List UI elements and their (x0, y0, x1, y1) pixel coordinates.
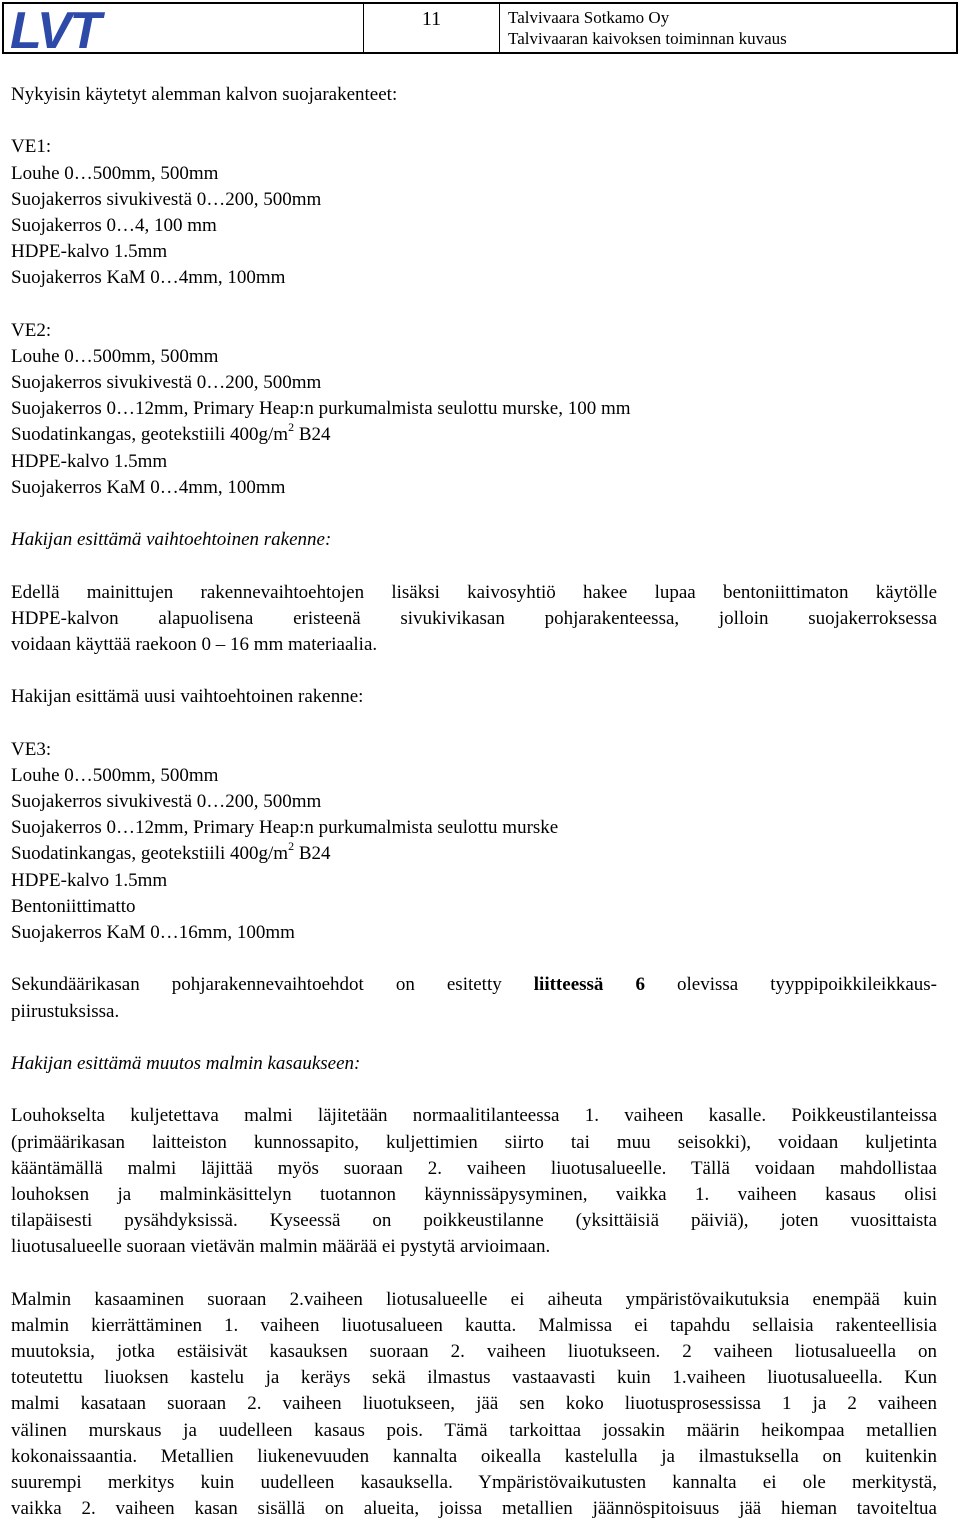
ve1-line: HDPE-kalvo 1.5mm (11, 241, 168, 263)
document-title: Talvivaaran kaivoksen toiminnan kuvaus (508, 29, 787, 48)
paragraph1-line: (primäärikasan laitteiston kunnossapito, kuljettimien siirto tai muu seisokki), voidaan kuljetinta (11, 1131, 937, 1153)
ve2-line: Suojakerros sivukivestä 0…200, 500mm (11, 372, 322, 394)
company-name: Talvivaara Sotkamo Oy (508, 8, 670, 27)
page-content (11, 82, 937, 1522)
paragraph1-line: kääntämällä malmi läjittää myös suoraan 2. vaiheen liuotusalueelle. Tällä voidaan mahdollistaa (11, 1157, 937, 1179)
alt-paragraph-line: voidaan käyttää raekoon 0 – 16 mm materiaalia. (11, 633, 378, 655)
ve2-line: Suojakerros 0…12mm, Primary Heap:n purkumalmista seulottu murske, 100 mm (11, 398, 631, 420)
paragraph1-line: Louhokselta kuljetettava malmi läjitetään normaalitilanteessa 1. vaiheen kasalle. Poikkeustilanteissa (11, 1105, 937, 1127)
ve1-line: Suojakerros sivukivestä 0…200, 500mm (11, 188, 322, 210)
logo-cell (4, 4, 364, 52)
paragraph2-line: kokonaissaantia. Metallien liukenevuuden kannalta oikealla kastelulla ja ilmastuksella on kuitenkin (11, 1445, 937, 1467)
ve2-title: VE2: (11, 319, 52, 341)
alt-paragraph-line: HDPE-kalvon alapuolisena eristeenä sivukivikasan pohjarakenteessa, jolloin suojakerroksessa (11, 607, 937, 629)
paragraph1-line: louhoksen ja malminkäsittelyn tuotannon käynnissäpysyminen, vaikka 1. vaiheen kasaus olisi (11, 1183, 937, 1205)
paragraph2-line: toteutettu liuoksen kastelu ja keräys sekä ilmastus vastaavasti kuin 1.vaiheen liuotusalueella. Kun (11, 1367, 937, 1389)
ve3-line: HDPE-kalvo 1.5mm (11, 869, 168, 891)
ve1-line: Suojakerros KaM 0…4mm, 100mm (11, 267, 286, 289)
ve3-line: Bentoniittimatto (11, 895, 136, 917)
alt-heading: Hakijan esittämä vaihtoehtoinen rakenne: (11, 529, 332, 551)
intro-text: Nykyisin käytetyt alemman kalvon suojarakenteet: (11, 84, 398, 105)
paragraph2-line: muutoksia, jotka estäisivät kasauksen suoraan 2. vaiheen liuotukseen. 2 vaiheen liotusalueella on (11, 1341, 937, 1362)
paragraph2-line: vaikka 2. vaiheen kasan sisällä on alueita, joissa metallien jäännöspitoisuus jää hieman tavoiteltua (11, 1498, 937, 1520)
paragraph2-line: malmin kierrättäminen 1. vaiheen liuotusalueen kautta. Malmissa ei tapahdu sellaisia rakenteellisia (11, 1314, 937, 1336)
paragraph1-line: tilapäisesti pysähdyksissä. Kyseessä on poikkeustilanne (yksittäisiä päiviä), joten vuosittaista (11, 1210, 937, 1232)
ve1-title: VE1: (11, 136, 52, 158)
ve1-line: Louhe 0…500mm, 500mm (11, 162, 219, 184)
paragraph2-line: välinen murskaus ja uudelleen kasaus pois. Tämä tarkoittaa jossakin määrin heikompaa metallien (11, 1419, 937, 1441)
secondary-paragraph-line: Sekundäärikasan pohjarakennevaihtoehdot on esitetty liitteessä 6 olevissa tyyppipoikkileikkaus- (11, 974, 937, 996)
alt-paragraph-line: Edellä mainittujen rakennevaihtoehtojen lisäksi kaivosyhtiö hakee lupaa bentoniittimaton käytölle (11, 581, 937, 603)
stacking-heading: Hakijan esittämä muutos malmin kasaukseen: (11, 1052, 361, 1074)
ve3-line: Suojakerros 0…12mm, Primary Heap:n purkumalmista seulottu murske (11, 817, 559, 839)
logo-text: LVT (10, 6, 100, 52)
page-header (2, 2, 958, 54)
ve3-geotextile-line: Suodatinkangas, geotekstiili $400g/m^2$ B24 (11, 839, 331, 865)
header-titles (500, 4, 956, 52)
ve2-geotextile-line: Suodatinkangas, geotekstiili $400g/m^2$ B24 (11, 420, 331, 446)
ve2-line: Louhe 0…500mm, 500mm (11, 345, 219, 367)
paragraph1-line: liuotusalueelle suoraan vietävän malmin määrää ei pystytä arvioimaan. (11, 1236, 551, 1258)
ve3-title: VE3: (11, 738, 52, 760)
ve3-line: Suojakerros sivukivestä 0…200, 500mm (11, 791, 322, 813)
paragraph2-line: malmi kasataan suoraan 2. vaiheen liuotukseen, jää sen koko liuotusprosessissa 1 ja 2 vaiheen (11, 1393, 937, 1415)
ve1-line: Suojakerros 0…4, 100 mm (11, 214, 217, 236)
ve3-line: Suojakerros KaM 0…16mm, 100mm (11, 922, 295, 943)
page-number: 11 (364, 4, 500, 52)
paragraph2-line: Malmin kasaaminen suoraan 2.vaiheen liotusalueelle ei aiheuta ympäristövaikutuksia enempää kuin (11, 1288, 937, 1310)
secondary-paragraph-line: piirustuksissa. (11, 1000, 120, 1022)
ve2-line: HDPE-kalvo 1.5mm (11, 450, 168, 472)
new-heading: Hakijan esittämä uusi vaihtoehtoinen rakenne: (11, 686, 364, 708)
lvt-logo (10, 6, 140, 52)
appendix-reference: liitteessä 6 (533, 974, 645, 996)
ve2-line: Suojakerros KaM 0…4mm, 100mm (11, 476, 286, 498)
paragraph2-line: suurempi merkitys kuin uudelleen kasauksella. Ympäristövaikutusten kannalta ei ole merkitystä, (11, 1471, 937, 1493)
ve3-line: Louhe 0…500mm, 500mm (11, 764, 219, 786)
